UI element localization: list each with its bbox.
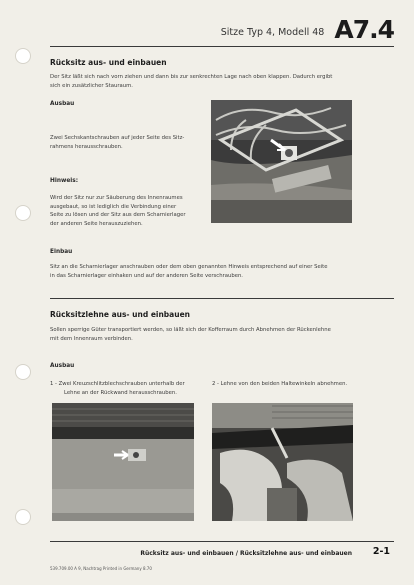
rear-wall-photo-svg: [52, 403, 194, 521]
seat-frame-photo-svg: [211, 100, 352, 223]
section1-ausbau-heading: Ausbau: [50, 101, 75, 107]
binder-hole-top: [15, 48, 31, 64]
footer-title: Rücksitz aus- und einbauen / Rücksitzlehne aus- und einbauen: [140, 550, 352, 557]
hinweis-text: Wird der Sitz nur zur Säuberung des Innenraumes ausgebaut, so ist lediglich die Verbindung einer Seite zu lösen und der Sitz aus dem Scharnierlager der anderen Seite herauszuziehen.: [50, 195, 186, 227]
photo-backrest-brackets: [212, 403, 353, 521]
page-number: 2-1: [372, 546, 390, 557]
photo-seat-frame-bolts: [211, 100, 352, 223]
binder-hole-bottom: [15, 509, 31, 525]
section1-einbau-text: Sitz an die Scharnierlager anschrauben oder dem oben genannten Hinweis entsprechend auf einer Seite in das Scharnierlager einhaken und auf der anderen Seite verschrauben.: [50, 264, 328, 279]
binder-hole-lower-middle: [15, 364, 31, 380]
footer-rule: [50, 541, 394, 542]
section-code: A7.4: [334, 15, 394, 44]
photo-rear-wall-screws: [52, 403, 194, 521]
header-rule: [50, 46, 394, 47]
section2-intro: Sollen sperrige Güter transportiert werden, so läßt sich der Kofferraum durch Abnehmen der Rückenlehne mit dem Innenraum verbinden.: [50, 327, 331, 342]
section1-einbau-heading: Einbau: [50, 249, 73, 255]
section1-title: Rücksitz aus- und einbauen: [50, 58, 167, 67]
binder-hole-upper-middle: [15, 205, 31, 221]
step2-text: 2 - Lehne von den beiden Haltewinkeln abnehmen.: [212, 381, 348, 387]
backrest-photo-svg: [212, 403, 353, 521]
header-subtitle: Sitze Typ 4, Modell 48: [220, 27, 325, 38]
section2-title: Rücksitzlehne aus- und einbauen: [50, 310, 191, 319]
section1-ausbau-text: Zwei Sechskantschrauben auf jeder Seite des Sitz- rahmens herausschrauben.: [50, 135, 185, 150]
step1-text: 1 - Zwei Kreuzschlitzblechschrauben unterhalb der Lehne an der Rückwand herausschrauben.: [50, 381, 185, 396]
section1-intro: Der Sitz läßt sich nach vorn ziehen und dann bis zur senkrechten Lage nach oben klappen. Dadurch ergibt sich ein zusätzlicher Stauraum.: [50, 74, 333, 89]
page-header: [221, 12, 394, 42]
hinweis-heading: Hinweis:: [50, 178, 79, 184]
print-note: 539.709.00 A 9, Nachtrag Printed in Germany 8.70: [50, 566, 152, 571]
section2-ausbau-heading: Ausbau: [50, 363, 75, 369]
section-divider: [50, 298, 394, 299]
